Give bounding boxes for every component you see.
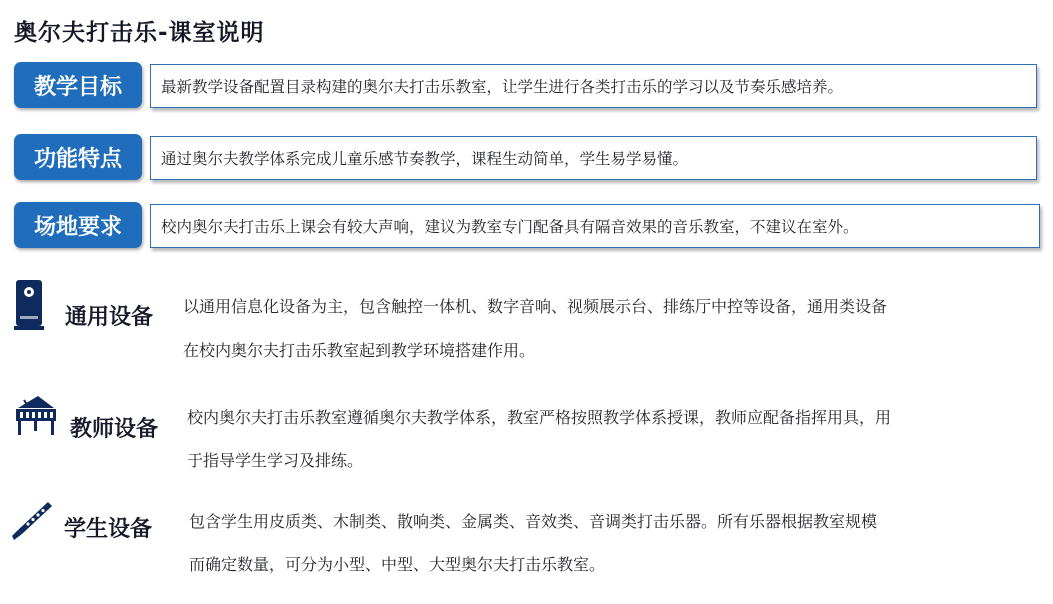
tag-label: 场地要求 (14, 202, 142, 248)
row-venue-requirements (14, 202, 1044, 248)
section-desc-line2: 而确定数量，可分为小型、中型、大型奥尔夫打击乐教室。 (189, 555, 606, 574)
tag-label: 功能特点 (14, 134, 142, 180)
row-teaching-goal (14, 62, 1038, 108)
section-desc-line1: 包含学生用皮质类、木制类、散响类、金属类、音效类、音调类打击乐器。所有乐器根据教室规模 (189, 512, 878, 531)
section-general-equipment (12, 278, 1042, 368)
section-teacher-equipment (12, 392, 1042, 482)
description-box: 最新教学设备配置目录构建的奥尔夫打击乐教室，让学生进行各类打击乐的学习以及节奏乐感培养。 (150, 64, 1037, 108)
section-desc-line2: 于指导学生学习及排练。 (187, 451, 364, 470)
piano-icon (14, 394, 58, 440)
section-label: 学生设备 (64, 517, 153, 542)
section-student-equipment (12, 500, 1042, 590)
section-desc-line1: 校内奥尔夫打击乐教室遵循奥尔夫教学体系，教室严格按照教学体系授课，教师应配备指挥用具，用 (187, 408, 892, 427)
page-title: 奥尔夫打击乐-课室说明 (14, 20, 265, 46)
section-label: 通用设备 (65, 305, 154, 330)
section-desc-line2: 在校内奥尔夫打击乐教室起到教学环境搭建作用。 (183, 341, 536, 360)
section-desc-line1: 以通用信息化设备为主，包含触控一体机、数字音响、视频展示台、排练厅中控等设备，通用类设备 (183, 297, 888, 316)
section-label: 教师设备 (70, 417, 159, 442)
speaker-icon (14, 280, 44, 334)
description-box: 校内奥尔夫打击乐上课会有较大声响，建议为教室专门配备具有隔音效果的音乐教室，不建议在室外。 (150, 204, 1040, 248)
row-features (14, 134, 1038, 180)
description-box: 通过奥尔夫教学体系完成儿童乐感节奏教学，课程生动简单，学生易学易懂。 (150, 136, 1037, 180)
clarinet-icon (12, 500, 52, 544)
tag-label: 教学目标 (14, 62, 142, 108)
